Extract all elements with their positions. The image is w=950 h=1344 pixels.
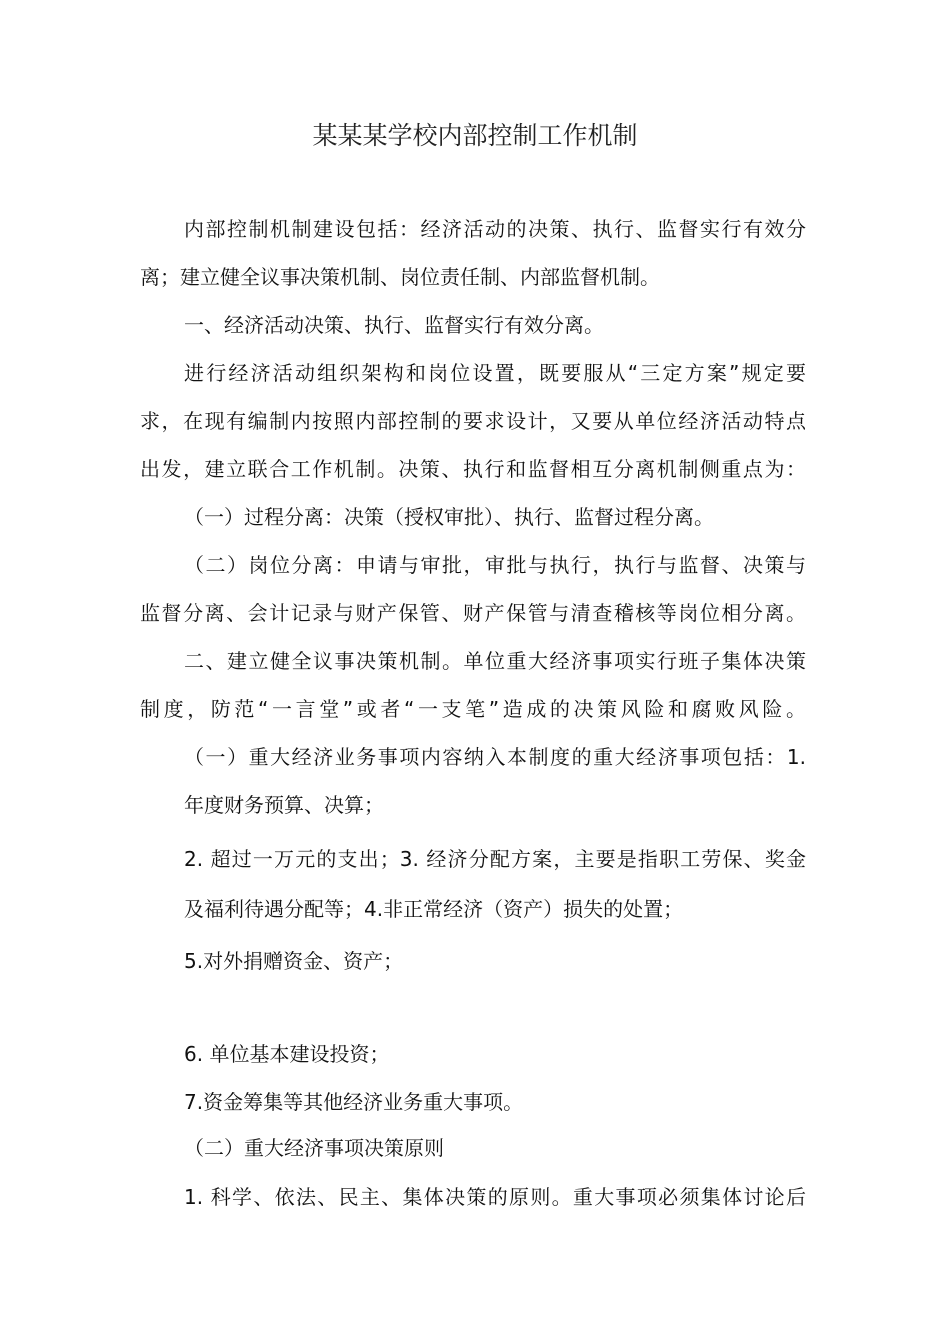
paragraph-line: 年度财务预算、决算； [184, 793, 384, 817]
list-item: 7.资金筹集等其他经济业务重大事项。 [184, 1090, 524, 1114]
paragraph-line: 离；建立健全议事决策机制、岗位责任制、内部监督机制。 [140, 265, 660, 289]
paragraph-line: 监督分离、会计记录与财产保管、财产保管与清查稽核等岗位相分离。 [140, 601, 806, 625]
document-title: 某某某学校内部控制工作机制 [312, 121, 638, 150]
paragraph-line: 求，在现有编制内按照内部控制的要求设计，又要从单位经济活动特点 [140, 409, 806, 433]
list-item: 及福利待遇分配等；4.非正常经济（资产）损失的处置； [184, 897, 684, 921]
list-item: 6. 单位基本建设投资； [184, 1042, 390, 1066]
section-heading: 一、经济活动决策、执行、监督实行有效分离。 [184, 313, 604, 337]
paragraph-line: （二）岗位分离：申请与审批，审批与执行，执行与监督、决策与 [184, 553, 806, 577]
list-item: 2. 超过一万元的支出；3. 经济分配方案，主要是指职工劳保、奖金 [184, 847, 806, 871]
subsection-heading: （二）重大经济事项决策原则 [184, 1136, 444, 1160]
paragraph-line: 内部控制机制建设包括：经济活动的决策、执行、监督实行有效分 [184, 217, 806, 241]
list-item: 5.对外捐赠资金、资产； [184, 949, 404, 973]
paragraph-line: （一）过程分离：决策（授权审批）、执行、监督过程分离。 [184, 505, 714, 529]
paragraph-line: 制度，防范“一言堂”或者“一支笔”造成的决策风险和腐败风险。 [140, 697, 806, 721]
paragraph-line: 进行经济活动组织架构和岗位设置，既要服从“三定方案”规定要 [184, 361, 806, 385]
paragraph-line: （一）重大经济业务事项内容纳入本制度的重大经济事项包括：1. [184, 745, 806, 769]
section-heading: 二、建立健全议事决策机制。单位重大经济事项实行班子集体决策 [184, 649, 806, 673]
paragraph-line: 出发，建立联合工作机制。决策、执行和监督相互分离机制侧重点为： [140, 457, 806, 481]
list-item: 1. 科学、依法、民主、集体决策的原则。重大事项必须集体讨论后 [184, 1185, 806, 1209]
